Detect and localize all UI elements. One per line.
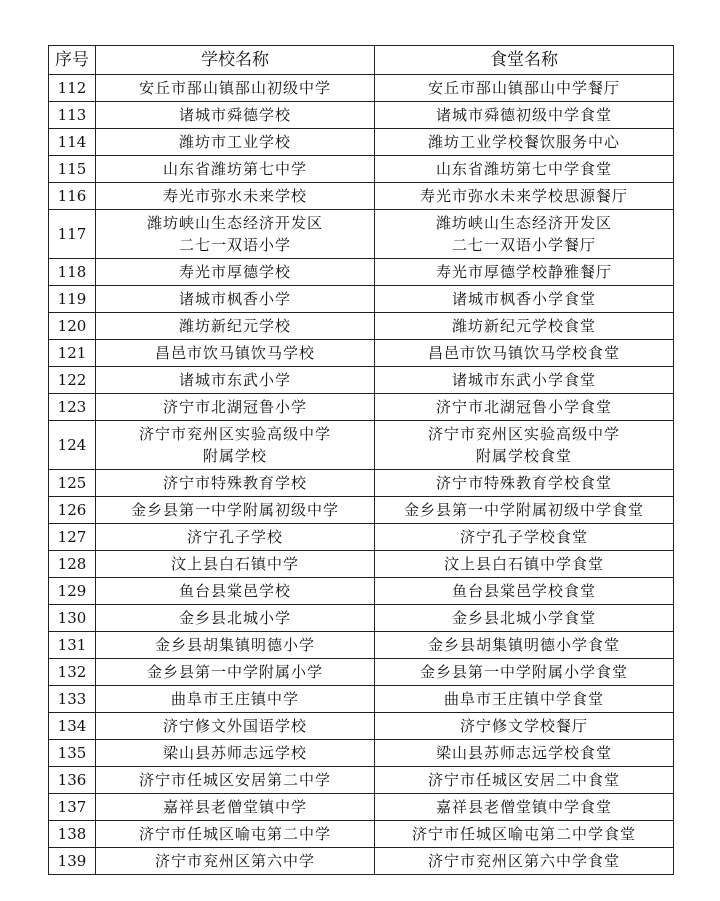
school-name-cell xyxy=(96,156,375,183)
school-name: 二七一双语小学 xyxy=(178,236,291,254)
table-row xyxy=(49,848,674,875)
canteen-name: 山东省潍坊第七中学食堂 xyxy=(435,160,612,178)
school-name: 济宁修文外国语学校 xyxy=(162,717,307,735)
table-body xyxy=(49,75,674,875)
canteen-name: 潍坊峡山生态经济开发区 xyxy=(435,214,612,232)
school-name-cell xyxy=(96,551,375,578)
school-name: 汶上县白石镇中学 xyxy=(170,555,299,573)
canteen-name-cell xyxy=(375,794,674,821)
row-number: 114 xyxy=(49,129,96,156)
row-number: 116 xyxy=(49,183,96,210)
school-name: 济宁市兖州区第六中学 xyxy=(154,852,315,870)
table-row xyxy=(49,156,674,183)
canteen-name: 曲阜市王庄镇中学食堂 xyxy=(443,690,604,708)
canteen-list-table xyxy=(48,45,674,875)
row-number: 121 xyxy=(49,340,96,367)
school-name: 寿光市厚德学校 xyxy=(178,263,291,281)
canteen-name-cell xyxy=(375,129,674,156)
canteen-name: 诸城市枫香小学食堂 xyxy=(451,290,596,308)
school-name: 金乡县北城小学 xyxy=(178,609,291,627)
canteen-name: 济宁修文学校餐厅 xyxy=(459,717,588,735)
table-row xyxy=(49,767,674,794)
canteen-name-cell xyxy=(375,686,674,713)
row-number: 137 xyxy=(49,794,96,821)
row-number: 129 xyxy=(49,578,96,605)
school-name: 曲阜市王庄镇中学 xyxy=(170,690,299,708)
row-number: 117 xyxy=(49,210,96,259)
school-name-cell xyxy=(96,794,375,821)
canteen-name-cell xyxy=(375,75,674,102)
school-name: 山东省潍坊第七中学 xyxy=(162,160,307,178)
school-name: 诸城市东武小学 xyxy=(178,371,291,389)
canteen-name-cell xyxy=(375,767,674,794)
canteen-name: 金乡县胡集镇明德小学食堂 xyxy=(427,636,620,654)
table-header-row xyxy=(49,46,674,75)
school-name-cell xyxy=(96,605,375,632)
school-name-cell xyxy=(96,821,375,848)
table-row xyxy=(49,394,674,421)
row-number: 133 xyxy=(49,686,96,713)
canteen-name: 嘉祥县老僧堂镇中学食堂 xyxy=(435,798,612,816)
canteen-name-cell xyxy=(375,497,674,524)
canteen-name: 潍坊新纪元学校食堂 xyxy=(451,317,596,335)
canteen-name: 二七一双语小学餐厅 xyxy=(451,236,596,254)
canteen-name-cell xyxy=(375,524,674,551)
canteen-name: 昌邑市饮马镇饮马学校食堂 xyxy=(427,344,620,362)
canteen-name-cell xyxy=(375,183,674,210)
row-number: 119 xyxy=(49,286,96,313)
row-number: 123 xyxy=(49,394,96,421)
canteen-name-cell xyxy=(375,210,674,259)
canteen-name: 寿光市厚德学校静雅餐厅 xyxy=(435,263,612,281)
row-number: 122 xyxy=(49,367,96,394)
canteen-name: 金乡县第一中学附属初级中学食堂 xyxy=(403,501,644,519)
school-name: 济宁市任城区安居第二中学 xyxy=(138,771,331,789)
table-row xyxy=(49,605,674,632)
canteen-name-cell xyxy=(375,740,674,767)
canteen-name-cell xyxy=(375,605,674,632)
table-row xyxy=(49,367,674,394)
school-name-cell xyxy=(96,129,375,156)
canteen-name-cell xyxy=(375,421,674,470)
school-name: 济宁孔子学校 xyxy=(186,528,283,546)
school-name-cell xyxy=(96,767,375,794)
table-row xyxy=(49,632,674,659)
row-number: 134 xyxy=(49,713,96,740)
school-name: 鱼台县棠邑学校 xyxy=(178,582,291,600)
school-name-cell xyxy=(96,632,375,659)
canteen-list-table-container xyxy=(48,45,673,875)
school-name-cell xyxy=(96,210,375,259)
school-name-cell xyxy=(96,394,375,421)
school-name-cell xyxy=(96,313,375,340)
school-name: 金乡县胡集镇明德小学 xyxy=(154,636,315,654)
school-name-cell xyxy=(96,75,375,102)
table-row xyxy=(49,286,674,313)
school-name: 寿光市弥水未来学校 xyxy=(162,187,307,205)
school-name-cell xyxy=(96,740,375,767)
school-name: 附属学校 xyxy=(202,447,267,465)
canteen-name: 潍坊工业学校餐饮服务中心 xyxy=(427,133,620,151)
table-row xyxy=(49,102,674,129)
canteen-name-cell xyxy=(375,578,674,605)
row-number: 132 xyxy=(49,659,96,686)
school-name-cell xyxy=(96,259,375,286)
table-row xyxy=(49,210,674,259)
school-name: 昌邑市饮马镇饮马学校 xyxy=(154,344,315,362)
canteen-name: 附属学校食堂 xyxy=(475,447,572,465)
canteen-name: 济宁市任城区安居二中食堂 xyxy=(427,771,620,789)
table-row xyxy=(49,686,674,713)
canteen-name-cell xyxy=(375,632,674,659)
table-row xyxy=(49,421,674,470)
school-name-cell xyxy=(96,367,375,394)
table-row xyxy=(49,659,674,686)
school-name-cell xyxy=(96,286,375,313)
canteen-name-cell xyxy=(375,367,674,394)
canteen-name: 济宁市兖州区第六中学食堂 xyxy=(427,852,620,870)
school-name: 金乡县第一中学附属小学 xyxy=(146,663,323,681)
table-row xyxy=(49,183,674,210)
table-row xyxy=(49,794,674,821)
table-row xyxy=(49,713,674,740)
canteen-name-cell xyxy=(375,156,674,183)
school-name-cell xyxy=(96,848,375,875)
school-name: 金乡县第一中学附属初级中学 xyxy=(130,501,339,519)
canteen-name-cell xyxy=(375,821,674,848)
canteen-name: 鱼台县棠邑学校食堂 xyxy=(451,582,596,600)
school-name: 潍坊峡山生态经济开发区 xyxy=(146,214,323,232)
canteen-name: 济宁孔子学校食堂 xyxy=(459,528,588,546)
canteen-name-cell xyxy=(375,340,674,367)
canteen-name: 济宁市任城区喻屯第二中学食堂 xyxy=(411,825,636,843)
canteen-name-cell xyxy=(375,286,674,313)
canteen-name-cell xyxy=(375,259,674,286)
canteen-name-cell xyxy=(375,102,674,129)
school-name-cell xyxy=(96,102,375,129)
table-row xyxy=(49,821,674,848)
table-row xyxy=(49,524,674,551)
school-name-cell xyxy=(96,497,375,524)
canteen-name: 济宁市兖州区实验高级中学 xyxy=(427,425,620,443)
school-name: 潍坊市工业学校 xyxy=(178,133,291,151)
table-row xyxy=(49,497,674,524)
row-number: 136 xyxy=(49,767,96,794)
school-name: 济宁市北湖冠鲁小学 xyxy=(162,398,307,416)
canteen-name-cell xyxy=(375,313,674,340)
canteen-name: 金乡县第一中学附属小学食堂 xyxy=(419,663,628,681)
row-number: 126 xyxy=(49,497,96,524)
school-name: 诸城市舜德学校 xyxy=(178,106,291,124)
table-row xyxy=(49,129,674,156)
school-name: 嘉祥县老僧堂镇中学 xyxy=(162,798,307,816)
row-number: 118 xyxy=(49,259,96,286)
table-row xyxy=(49,340,674,367)
school-name: 诸城市枫香小学 xyxy=(178,290,291,308)
row-number: 125 xyxy=(49,470,96,497)
row-number: 139 xyxy=(49,848,96,875)
row-number: 127 xyxy=(49,524,96,551)
table-row xyxy=(49,470,674,497)
header-school: 学校名称 xyxy=(96,46,375,75)
school-name-cell xyxy=(96,659,375,686)
school-name: 济宁市特殊教育学校 xyxy=(162,474,307,492)
table-row xyxy=(49,75,674,102)
row-number: 112 xyxy=(49,75,96,102)
school-name: 潍坊新纪元学校 xyxy=(178,317,291,335)
school-name-cell xyxy=(96,340,375,367)
school-name-cell xyxy=(96,713,375,740)
canteen-name: 诸城市舜德初级中学食堂 xyxy=(435,106,612,124)
canteen-name: 济宁市北湖冠鲁小学食堂 xyxy=(435,398,612,416)
school-name: 梁山县苏师志远学校 xyxy=(162,744,307,762)
row-number: 138 xyxy=(49,821,96,848)
canteen-name-cell xyxy=(375,659,674,686)
row-number: 128 xyxy=(49,551,96,578)
school-name-cell xyxy=(96,686,375,713)
school-name-cell xyxy=(96,421,375,470)
school-name: 济宁市兖州区实验高级中学 xyxy=(138,425,331,443)
school-name-cell xyxy=(96,578,375,605)
row-number: 135 xyxy=(49,740,96,767)
canteen-name-cell xyxy=(375,394,674,421)
canteen-name: 梁山县苏师志远学校食堂 xyxy=(435,744,612,762)
row-number: 124 xyxy=(49,421,96,470)
header-canteen: 食堂名称 xyxy=(375,46,674,75)
canteen-name-cell xyxy=(375,713,674,740)
table-row xyxy=(49,259,674,286)
table-row xyxy=(49,578,674,605)
row-number: 131 xyxy=(49,632,96,659)
canteen-name-cell xyxy=(375,551,674,578)
table-row xyxy=(49,551,674,578)
canteen-name-cell xyxy=(375,848,674,875)
table-row xyxy=(49,740,674,767)
table-row xyxy=(49,313,674,340)
canteen-name: 安丘市郚山镇郚山中学餐厅 xyxy=(427,79,620,97)
canteen-name-cell xyxy=(375,470,674,497)
canteen-name: 汶上县白石镇中学食堂 xyxy=(443,555,604,573)
canteen-name: 济宁市特殊教育学校食堂 xyxy=(435,474,612,492)
school-name: 济宁市任城区喻屯第二中学 xyxy=(138,825,331,843)
school-name-cell xyxy=(96,183,375,210)
row-number: 130 xyxy=(49,605,96,632)
canteen-name: 金乡县北城小学食堂 xyxy=(451,609,596,627)
canteen-name: 寿光市弥水未来学校思源餐厅 xyxy=(419,187,628,205)
header-num: 序号 xyxy=(49,46,96,75)
school-name-cell xyxy=(96,524,375,551)
canteen-name: 诸城市东武小学食堂 xyxy=(451,371,596,389)
row-number: 120 xyxy=(49,313,96,340)
school-name: 安丘市郚山镇郚山初级中学 xyxy=(138,79,331,97)
school-name-cell xyxy=(96,470,375,497)
row-number: 113 xyxy=(49,102,96,129)
row-number: 115 xyxy=(49,156,96,183)
